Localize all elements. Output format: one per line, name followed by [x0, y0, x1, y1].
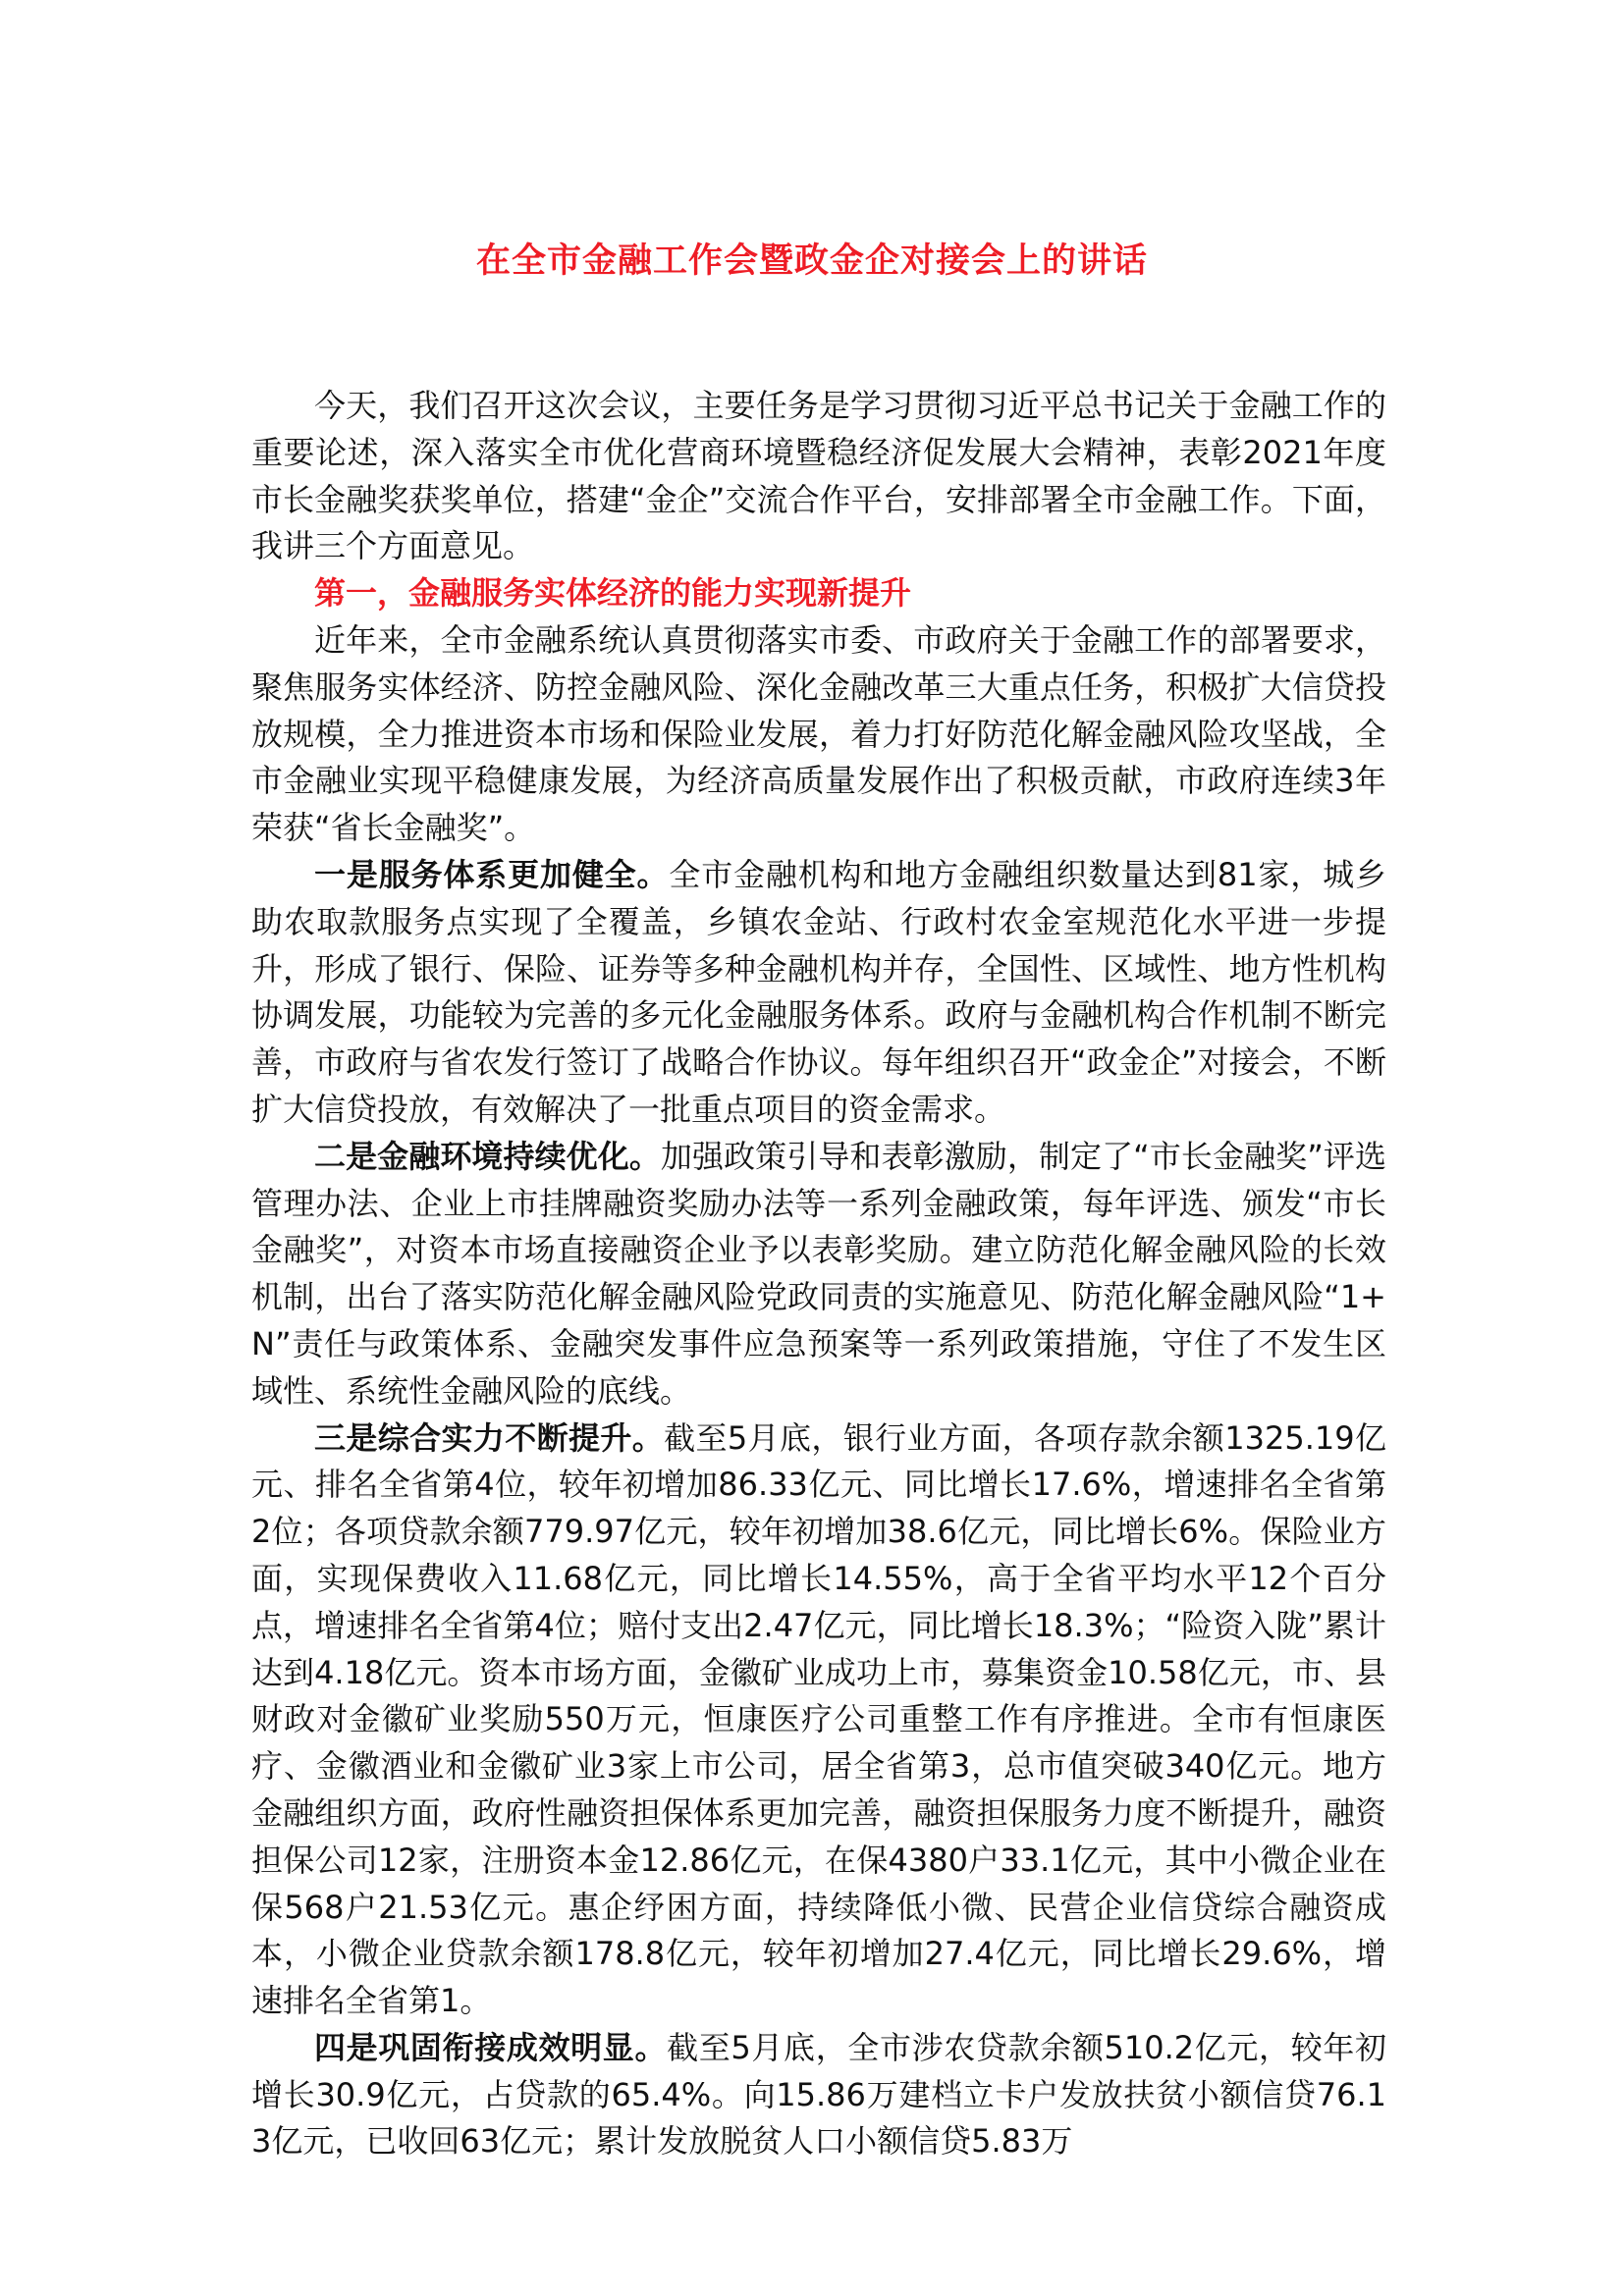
point-lead-4: 四是巩固衔接成效明显。 — [314, 2028, 668, 2066]
document-title: 在全市金融工作会暨政金企对接会上的讲话 — [475, 241, 1148, 281]
point-lead-3: 三是综合实力不断提升。 — [314, 1418, 665, 1457]
point-lead-2: 二是金融环境持续优化。 — [314, 1137, 661, 1175]
point-lead-1: 一是服务体系更加健全。 — [314, 855, 670, 893]
point-paragraph-4 — [251, 2025, 1386, 2165]
point-text-2: 加强政策引导和表彰激励，制定了“市长金融奖”评选管理办法、企业上市挂牌融资奖励办法等一系列金融政策，每年评选、颁发“市长金融奖”，对资本市场直接融资企业予以表彰奖励。建立防范化解金融风险的长效机制，出台了落实防范化解金融风险党政同责的实施意见、防范化解金融风险“1+N”责任与政策体系、金融突发事件应急预案等一系列政策措施，守住了不发生区域性、系统性金融风险的底线。 — [251, 1137, 1386, 1410]
point-text-4: 截至5月底，全市涉农贷款余额510.2亿元，较年初增长30.9亿元，占贷款的65.4%。向15.86万建档立卡户发放扶贫小额信贷76.13亿元，已收回63亿元；累计发放脱贫人口小额信贷5.83万 — [251, 2028, 1386, 2161]
point-paragraph-3 — [251, 1415, 1386, 2025]
point-text-3: 截至5月底，银行业方面，各项存款余额1325.19亿元、排名全省第4位，较年初增加86.33亿元、同比增长17.6%，增速排名全省第2位；各项贷款余额779.97亿元，较年初增加38.6亿元，同比增长6%。保险业方面，实现保费收入11.68亿元，同比增长14.55%，高于全省平均水平12个百分点，增速排名全省第4位；赔付支出2.47亿元，同比增长18.3%；“险资入陇”累计达到4.18亿元。资本市场方面，金徽矿业成功上市，募集资金10.58亿元，市、县财政对金徽矿业奖励550万元，恒康医疗公司重整工作有序推进。全市有恒康医疗、金徽酒业和金徽矿业3家上市公司，居全省第3，总市值突破340亿元。地方金融组织方面，政府性融资担保体系更加完善，融资担保服务力度不断提升，融资担保公司12家，注册资本金12.86亿元，在保4380户33.1亿元，其中小微企业在保568户21.53亿元。惠企纾困方面，持续降低小微、民营企业信贷综合融资成本，小微企业贷款余额178.8亿元，较年初增加27.4亿元，同比增长29.6%，增速排名全省第1。 — [251, 1418, 1386, 2020]
point-text-1: 全市金融机构和地方金融组织数量达到81家，城乡助农取款服务点实现了全覆盖，乡镇农金站、行政村农金室规范化水平进一步提升，形成了银行、保险、证券等多种金融机构并存，全国性、区域性、地方性机构协调发展，功能较为完善的多元化金融服务体系。政府与金融机构合作机制不断完善，市政府与省农发行签订了战略合作协议。每年组织召开“政金企”对接会，不断扩大信贷投放，有效解决了一批重点项目的资金需求。 — [251, 855, 1386, 1128]
intro-paragraph: 今天，我们召开这次会议，主要任务是学习贯彻习近平总书记关于金融工作的重要论述，深入落实全市优化营商环境暨稳经济促发展大会精神，表彰2021年度市长金融奖获奖单位，搭建“金企”交流合作平台，安排部署全市金融工作。下面，我讲三个方面意见。 — [251, 387, 1386, 565]
point-paragraph-2 — [251, 1134, 1386, 1415]
document-body — [251, 383, 1386, 2165]
section-heading: 第一，金融服务实体经济的能力实现新提升 — [314, 574, 912, 613]
point-paragraph-1 — [251, 852, 1386, 1134]
section-intro-paragraph: 近年来，全市金融系统认真贯彻落实市委、市政府关于金融工作的部署要求，聚焦服务实体经济、防控金融风险、深化金融改革三大重点任务，积极扩大信贷投放规模，全力推进资本市场和保险业发展，着力打好防范化解金融风险攻坚战，全市金融业实现平稳健康发展，为经济高质量发展作出了积极贡献，市政府连续3年荣获“省长金融奖”。 — [251, 620, 1386, 847]
